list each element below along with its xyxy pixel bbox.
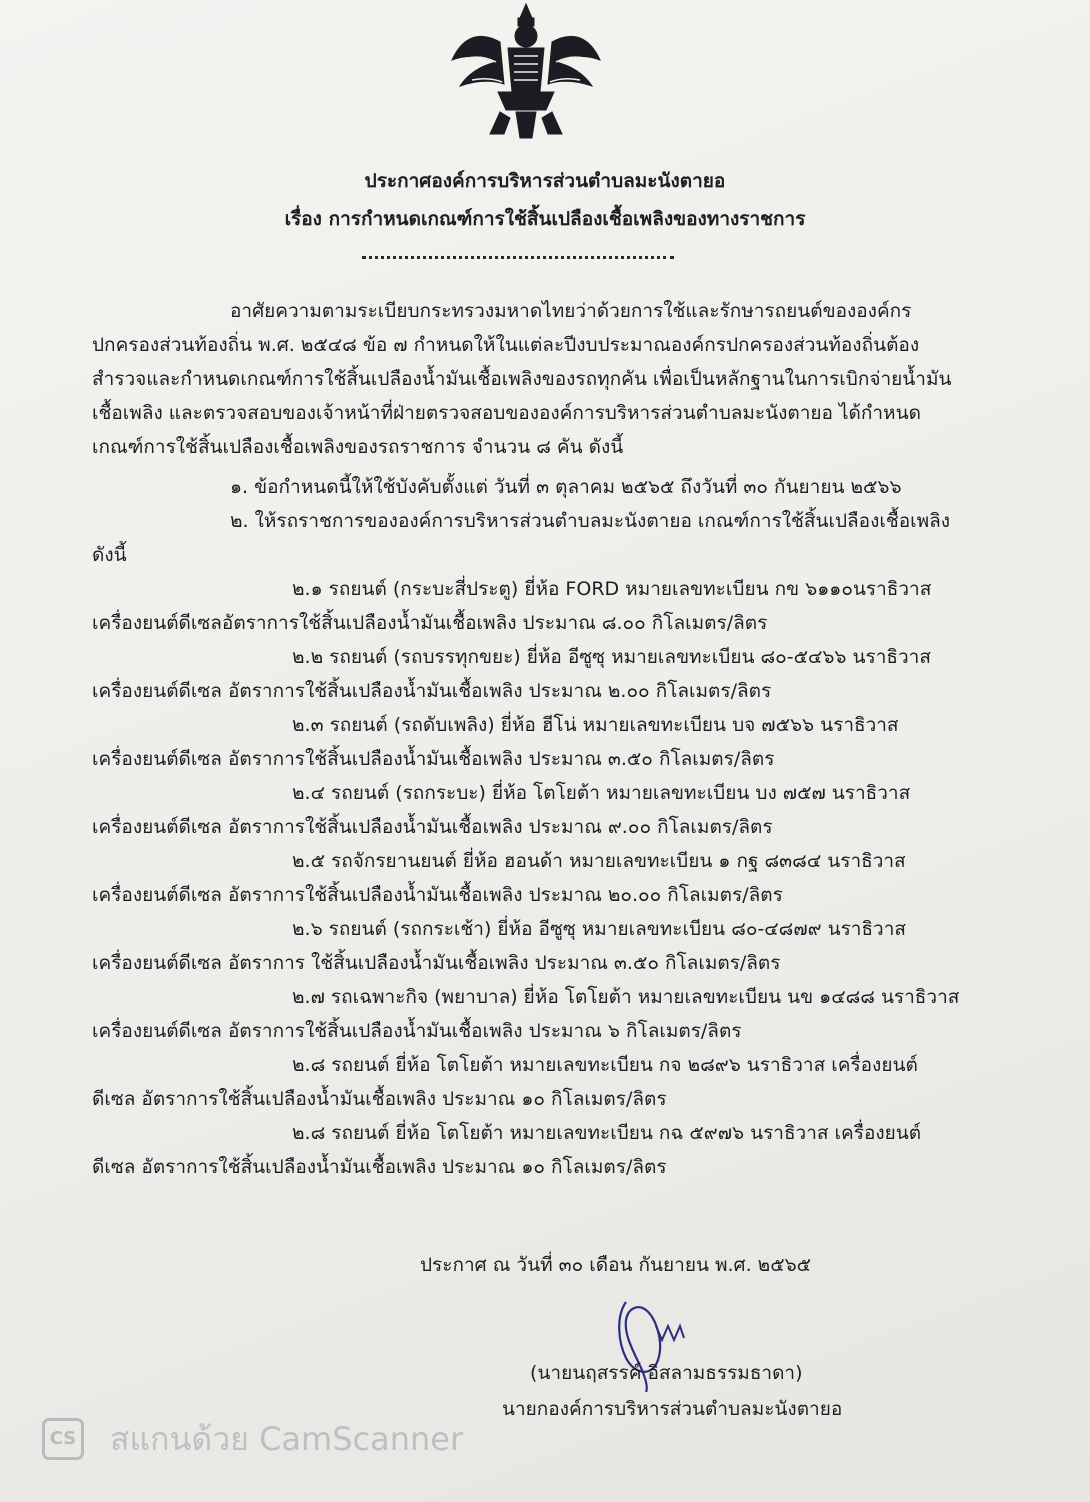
vehicle-entry: ๒.๖ รถยนต์ (รถกระเช้า) ยี่ห้อ อีซูซุ หมายเลขทะเบียน ๘๐-๔๘๗๙ นราธิวาส bbox=[292, 918, 906, 940]
vehicle-entry: ๒.๘ รถยนต์ ยี่ห้อ โตโยต้า หมายเลขทะเบียน กฉ ๕๙๗๖ นราธิวาส เครื่องยนต์ bbox=[292, 1122, 922, 1144]
vehicle-consumption: ดีเซล อัตราการใช้สิ้นเปลืองน้ำมันเชื้อเพลิง ประมาณ ๑๐ กิโลเมตร/ลิตร bbox=[92, 1088, 667, 1110]
vehicle-entry: ๒.๔ รถยนต์ (รถกระบะ) ยี่ห้อ โตโยต้า หมายเลขทะเบียน บง ๗๕๗ นราธิวาส bbox=[292, 782, 911, 804]
announcement-title: ประกาศองค์การบริหารส่วนตำบลมะนังตายอ bbox=[364, 170, 726, 192]
camscanner-label: สแกนด้วย CamScanner bbox=[110, 1420, 464, 1458]
vehicle-entry: ๒.๕ รถจักรยานยนต์ ยี่ห้อ ฮอนด้า หมายเลขทะเบียน ๑ กฐ ๘๓๘๔ นราธิวาส bbox=[292, 850, 906, 872]
signer-title: นายกองค์การบริหารส่วนตำบลมะนังตายอ bbox=[502, 1398, 843, 1420]
intro-line: สำรวจและกำหนดเกณฑ์การใช้สิ้นเปลืองน้ำมันเชื้อเพลิงของรถทุกคัน เพื่อเป็นหลักฐานในการเบิกจ่ายน้ำมัน bbox=[92, 368, 952, 390]
intro-line: เชื้อเพลิง และตรวจสอบของเจ้าหน้าที่ฝ่ายตรวจสอบขององค์การบริหารส่วนตำบลมะนังตายอ ได้กำหนด bbox=[92, 402, 921, 424]
vehicle-consumption: เครื่องยนต์ดีเซล อัตราการใช้สิ้นเปลืองน้ำมันเชื้อเพลิง ประมาณ ๓.๕๐ กิโลเมตร/ลิตร bbox=[92, 748, 775, 770]
vehicle-entry: ๒.๒ รถยนต์ (รถบรรทุกขยะ) ยี่ห้อ อีซูซุ หมายเลขทะเบียน ๘๐-๕๔๖๖ นราธิวาส bbox=[292, 646, 931, 668]
announcement-date: ประกาศ ณ วันที่ ๓๐ เดือน กันยายน พ.ศ. ๒๕๖๕ bbox=[420, 1254, 812, 1276]
vehicle-entry: ๒.๗ รถเฉพาะกิจ (พยาบาล) ยี่ห้อ โตโยต้า หมายเลขทะเบียน นข ๑๔๘๘ นราธิวาส bbox=[292, 986, 960, 1008]
intro-line: เกณฑ์การใช้สิ้นเปลืองเชื้อเพลิงของรถราชการ จำนวน ๘ คัน ดังนี้ bbox=[92, 436, 624, 458]
intro-line: ปกครองส่วนท้องถิ่น พ.ศ. ๒๕๔๘ ข้อ ๗ กำหนดให้ในแต่ละปีงบประมาณองค์กรปกครองส่วนท้องถิ่นต้อง bbox=[92, 334, 920, 356]
vehicle-consumption: ดีเซล อัตราการใช้สิ้นเปลืองน้ำมันเชื้อเพลิง ประมาณ ๑๐ กิโลเมตร/ลิตร bbox=[92, 1156, 667, 1178]
vehicle-consumption: เครื่องยนต์ดีเซล อัตราการใช้สิ้นเปลืองน้ำมันเชื้อเพลิง ประมาณ ๙.๐๐ กิโลเมตร/ลิตร bbox=[92, 816, 773, 838]
vehicle-consumption: เครื่องยนต์ดีเซลอัตราการใช้สิ้นเปลืองน้ำมันเชื้อเพลิง ประมาณ ๘.๐๐ กิโลเมตร/ลิตร bbox=[92, 612, 768, 634]
vehicle-consumption: เครื่องยนต์ดีเซล อัตราการใช้สิ้นเปลืองน้ำมันเชื้อเพลิง ประมาณ ๒.๐๐ กิโลเมตร/ลิตร bbox=[92, 680, 772, 702]
vehicle-entry: ๒.๘ รถยนต์ ยี่ห้อ โตโยต้า หมายเลขทะเบียน กจ ๒๘๙๖ นราธิวาส เครื่องยนต์ bbox=[292, 1054, 918, 1076]
camscanner-logo: CS bbox=[42, 1418, 84, 1460]
dotted-separator bbox=[362, 256, 674, 259]
vehicle-entry: ๒.๑ รถยนต์ (กระบะสี่ประตู) ยี่ห้อ FORD หมายเลขทะเบียน กข ๖๑๑๐นราธิวาส bbox=[292, 578, 932, 600]
vehicle-consumption: เครื่องยนต์ดีเซล อัตราการใช้สิ้นเปลืองน้ำมันเชื้อเพลิง ประมาณ ๒๐.๐๐ กิโลเมตร/ลิตร bbox=[92, 884, 783, 906]
clause-continuation: ดังนี้ bbox=[92, 544, 127, 566]
signer-name: (นายนฤสรรค์ อิสลามธรรมธาดา) bbox=[530, 1362, 803, 1384]
vehicle-consumption: เครื่องยนต์ดีเซล อัตราการ ใช้สิ้นเปลืองน้ำมันเชื้อเพลิง ประมาณ ๓.๕๐ กิโลเมตร/ลิตร bbox=[92, 952, 781, 974]
vehicle-entry: ๒.๓ รถยนต์ (รถดับเพลิง) ยี่ห้อ ฮีโน่ หมายเลขทะเบียน บจ ๗๕๖๖ นราธิวาส bbox=[292, 714, 899, 736]
clause-fuel-criteria: ๒. ให้รถราชการขององค์การบริหารส่วนตำบลมะนังตายอ เกณฑ์การใช้สิ้นเปลืองเชื้อเพลิง bbox=[230, 510, 951, 532]
garuda-emblem bbox=[438, 0, 614, 148]
intro-line: อาศัยความตามระเบียบกระทรวงมหาดไทยว่าด้วยการใช้และรักษารถยนต์ขององค์กร bbox=[230, 300, 912, 322]
clause-effective-date: ๑. ข้อกำหนดนี้ให้ใช้บังคับตั้งแต่ วันที่ ๓ ตุลาคม ๒๕๖๕ ถึงวันที่ ๓๐ กันยายน ๒๕๖๖ bbox=[230, 476, 902, 498]
vehicle-consumption: เครื่องยนต์ดีเซล อัตราการใช้สิ้นเปลืองน้ำมันเชื้อเพลิง ประมาณ ๖ กิโลเมตร/ลิตร bbox=[92, 1020, 742, 1042]
announcement-subject: เรื่อง การกำหนดเกณฑ์การใช้สิ้นเปลืองเชื้อเพลิงของทางราชการ bbox=[284, 208, 806, 230]
